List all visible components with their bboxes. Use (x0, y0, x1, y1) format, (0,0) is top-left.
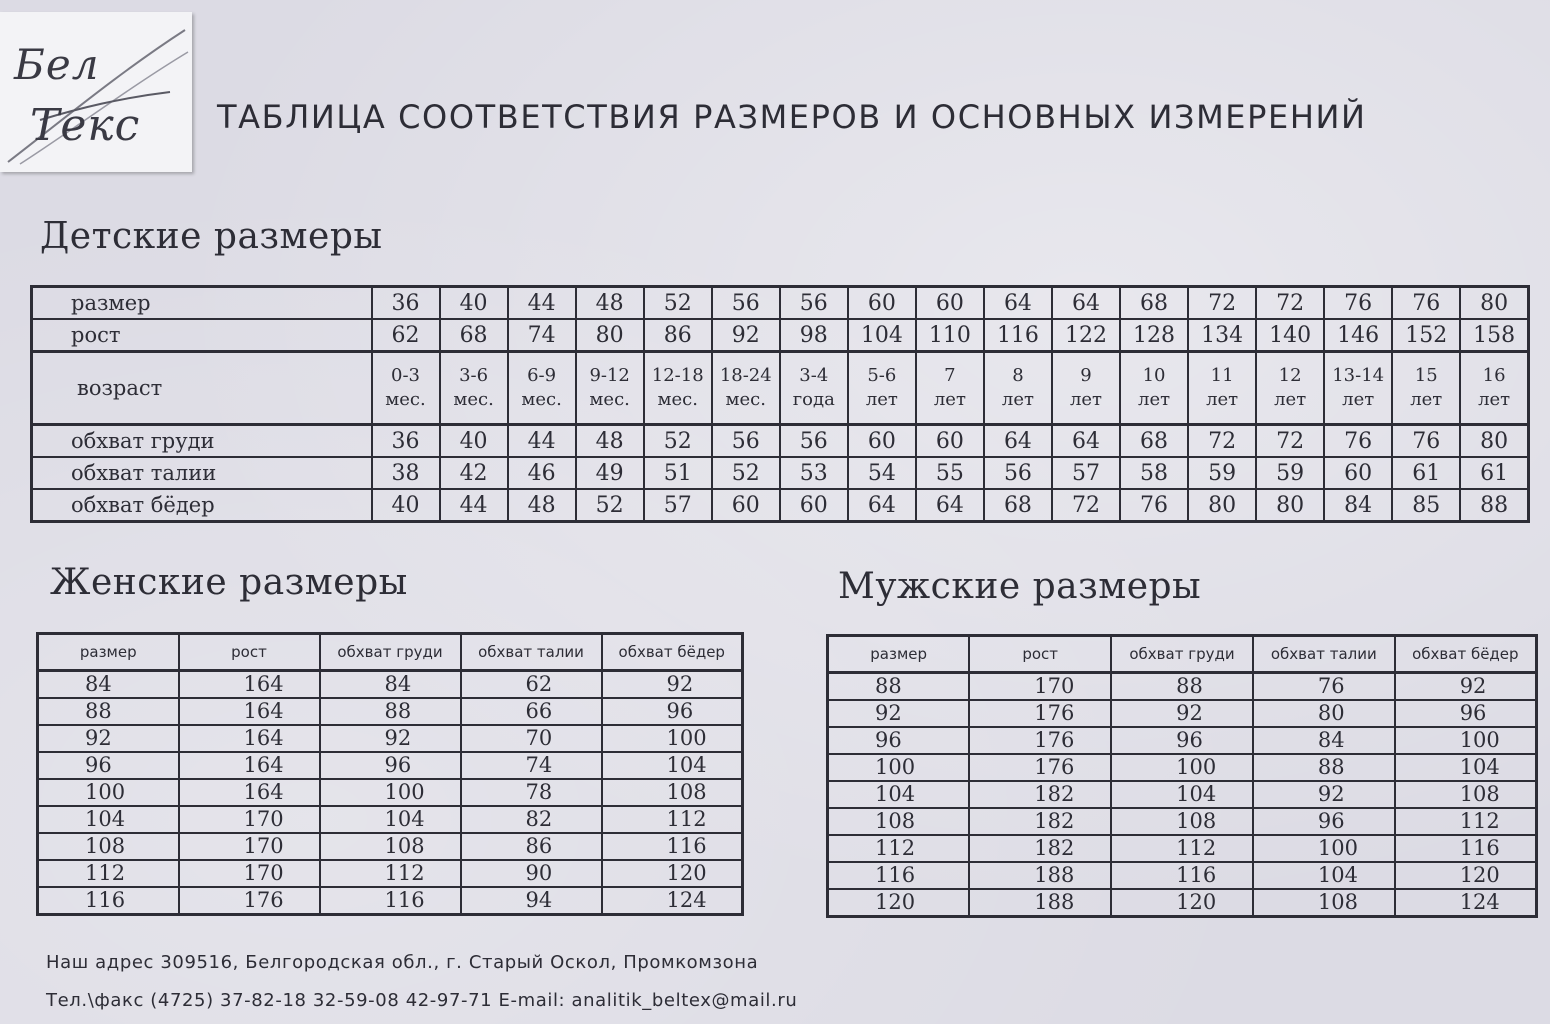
kids-row (32, 319, 1529, 352)
kids-cell-line: 7 (944, 365, 956, 386)
kids-cell: 40 (440, 425, 508, 458)
men-cell: 116 (828, 862, 970, 889)
kids-cell: 68 (1120, 425, 1188, 458)
men-cell: 176 (969, 727, 1111, 754)
women-cell: 84 (320, 671, 461, 699)
men-cell: 80 (1253, 700, 1395, 727)
kids-cell-line: лет (1206, 389, 1239, 410)
men-cell: 76 (1253, 673, 1395, 701)
kids-cell-line: 12 (1278, 365, 1302, 386)
women-cell: 116 (38, 887, 179, 915)
men-cell: 108 (1395, 781, 1537, 808)
kids-cell: 48 (576, 287, 644, 320)
men-cell: 112 (828, 835, 970, 862)
women-cell: 164 (179, 698, 320, 725)
kids-cell: 146 (1324, 319, 1392, 352)
men-cell: 96 (1111, 727, 1253, 754)
kids-cell: 80 (576, 319, 644, 352)
kids-cell: 60 (848, 425, 916, 458)
kids-cell-line: 18-24 (719, 365, 772, 386)
kids-section-title: Детские размеры (40, 216, 383, 257)
kids-cell: 52 (644, 287, 712, 320)
kids-cell (984, 352, 1052, 425)
kids-cell (1460, 352, 1528, 425)
kids-row-label: возраст (32, 352, 372, 425)
kids-cell: 76 (1324, 287, 1392, 320)
men-cell: 182 (969, 781, 1111, 808)
men-cell: 104 (828, 781, 970, 808)
kids-cell: 86 (644, 319, 712, 352)
men-cell: 108 (1111, 808, 1253, 835)
kids-cell-line: 12-18 (651, 365, 704, 386)
kids-cell-line: лет (933, 389, 966, 410)
women-cell: 104 (38, 806, 179, 833)
kids-cell (712, 352, 780, 425)
men-cell: 108 (828, 808, 970, 835)
kids-cell: 122 (1052, 319, 1120, 352)
kids-cell: 61 (1460, 457, 1528, 489)
kids-cell: 59 (1256, 457, 1324, 489)
men-cell: 92 (828, 700, 970, 727)
men-column-header: размер (828, 636, 970, 673)
women-cell: 112 (320, 860, 461, 887)
women-cell: 100 (602, 725, 743, 752)
kids-cell: 56 (712, 287, 780, 320)
men-table-row (828, 700, 1537, 727)
kids-cell: 44 (508, 287, 576, 320)
kids-cell (1052, 352, 1120, 425)
women-cell: 86 (461, 833, 602, 860)
women-cell: 104 (602, 752, 743, 779)
kids-cell: 60 (780, 489, 848, 522)
men-cell: 88 (1111, 673, 1253, 701)
kids-row-label: рост (32, 319, 372, 352)
kids-cell: 44 (440, 489, 508, 522)
kids-cell-line: 15 (1414, 365, 1438, 386)
kids-cell: 36 (372, 287, 440, 320)
women-cell: 116 (320, 887, 461, 915)
kids-row-label: обхват груди (32, 425, 372, 458)
kids-cell: 52 (712, 457, 780, 489)
women-cell: 120 (602, 860, 743, 887)
kids-cell-line: 6-9 (527, 365, 557, 386)
kids-cell: 84 (1324, 489, 1392, 522)
women-table-row (38, 725, 743, 752)
men-cell: 100 (828, 754, 970, 781)
men-cell: 96 (1395, 700, 1537, 727)
kids-cell-line: 16 (1482, 365, 1506, 386)
kids-cell (372, 352, 440, 425)
men-table-row (828, 781, 1537, 808)
kids-cell: 62 (372, 319, 440, 352)
kids-cell (1120, 352, 1188, 425)
kids-cell-line: лет (1342, 389, 1375, 410)
footer-contacts: Тел.\факс (4725) 37-82-18 32-59-08 42-97-71 E-mail: analitik_beltex@mail.ru (46, 990, 798, 1011)
kids-cell-line: 8 (1012, 365, 1024, 386)
kids-cell: 53 (780, 457, 848, 489)
kids-cell: 36 (372, 425, 440, 458)
men-cell: 96 (828, 727, 970, 754)
kids-cell: 58 (1120, 457, 1188, 489)
men-table-row (828, 808, 1537, 835)
kids-cell: 40 (440, 287, 508, 320)
kids-cell: 52 (644, 425, 712, 458)
kids-cell: 68 (440, 319, 508, 352)
kids-cell: 60 (848, 287, 916, 320)
kids-row (32, 457, 1529, 489)
women-cell: 100 (320, 779, 461, 806)
men-cell: 170 (969, 673, 1111, 701)
kids-cell: 80 (1460, 287, 1528, 320)
kids-cell: 72 (1256, 287, 1324, 320)
men-cell: 182 (969, 808, 1111, 835)
kids-cell: 56 (712, 425, 780, 458)
footer-address: Наш адрес 309516, Белгородская обл., г. Старый Оскол, Промкомзона (46, 952, 759, 973)
men-cell: 176 (969, 754, 1111, 781)
logo-word-bel: Бел (14, 40, 100, 89)
kids-cell: 56 (780, 287, 848, 320)
company-logo (0, 12, 192, 172)
men-table-row (828, 727, 1537, 754)
women-cell: 88 (320, 698, 461, 725)
men-cell: 100 (1111, 754, 1253, 781)
kids-cell: 54 (848, 457, 916, 489)
kids-cell: 64 (916, 489, 984, 522)
kids-cell: 44 (508, 425, 576, 458)
kids-cell: 64 (1052, 287, 1120, 320)
kids-cell: 64 (1052, 425, 1120, 458)
women-cell: 104 (320, 806, 461, 833)
kids-cell-line: 5-6 (867, 365, 897, 386)
men-cell: 120 (828, 889, 970, 917)
kids-cell: 128 (1120, 319, 1188, 352)
women-cell: 66 (461, 698, 602, 725)
women-section-title: Женские размеры (50, 562, 408, 603)
women-cell: 164 (179, 779, 320, 806)
kids-row (32, 352, 1529, 425)
men-cell: 120 (1111, 889, 1253, 917)
kids-row (32, 425, 1529, 458)
kids-cell: 72 (1188, 287, 1256, 320)
men-cell: 188 (969, 862, 1111, 889)
men-cell: 116 (1111, 862, 1253, 889)
kids-size-table (30, 285, 1530, 523)
men-table-row (828, 889, 1537, 917)
women-cell: 78 (461, 779, 602, 806)
women-cell: 108 (602, 779, 743, 806)
men-cell: 88 (828, 673, 970, 701)
kids-cell: 76 (1324, 425, 1392, 458)
kids-cell: 72 (1256, 425, 1324, 458)
women-cell: 92 (38, 725, 179, 752)
women-cell: 164 (179, 725, 320, 752)
kids-cell (1256, 352, 1324, 425)
men-cell: 104 (1111, 781, 1253, 808)
kids-cell-line: 3-6 (459, 365, 489, 386)
men-cell: 100 (1395, 727, 1537, 754)
kids-row-label: размер (32, 287, 372, 320)
women-cell: 124 (602, 887, 743, 915)
women-table-row (38, 698, 743, 725)
kids-cell: 52 (576, 489, 644, 522)
kids-cell: 80 (1188, 489, 1256, 522)
kids-row-label: обхват бёдер (32, 489, 372, 522)
women-cell: 170 (179, 833, 320, 860)
women-cell: 170 (179, 806, 320, 833)
kids-cell-line: 0-3 (391, 365, 421, 386)
kids-cell: 42 (440, 457, 508, 489)
women-cell: 176 (179, 887, 320, 915)
kids-cell-line: 11 (1210, 365, 1234, 386)
kids-cell-line: 3-4 (799, 365, 829, 386)
kids-cell: 48 (576, 425, 644, 458)
men-cell: 116 (1395, 835, 1537, 862)
men-cell: 104 (1253, 862, 1395, 889)
women-cell: 108 (320, 833, 461, 860)
kids-cell (576, 352, 644, 425)
kids-cell (644, 352, 712, 425)
women-cell: 96 (320, 752, 461, 779)
kids-cell: 57 (1052, 457, 1120, 489)
men-cell: 182 (969, 835, 1111, 862)
kids-cell (848, 352, 916, 425)
women-cell: 70 (461, 725, 602, 752)
women-cell: 88 (38, 698, 179, 725)
men-cell: 188 (969, 889, 1111, 917)
kids-cell-line: 9-12 (589, 365, 630, 386)
women-table-row (38, 860, 743, 887)
men-cell: 92 (1395, 673, 1537, 701)
kids-cell: 92 (712, 319, 780, 352)
women-size-table (36, 632, 744, 916)
kids-cell: 140 (1256, 319, 1324, 352)
kids-cell: 60 (712, 489, 780, 522)
kids-cell-line: мес. (589, 389, 630, 410)
women-column-header: обхват груди (320, 634, 461, 671)
women-table-row (38, 806, 743, 833)
women-column-header: размер (38, 634, 179, 671)
kids-cell: 51 (644, 457, 712, 489)
kids-row (32, 287, 1529, 320)
men-cell: 92 (1111, 700, 1253, 727)
kids-cell-line: лет (1478, 389, 1511, 410)
men-cell: 92 (1253, 781, 1395, 808)
kids-cell: 60 (916, 287, 984, 320)
kids-cell-line: 9 (1080, 365, 1092, 386)
women-table-row (38, 671, 743, 699)
women-table-row (38, 887, 743, 915)
men-cell: 108 (1253, 889, 1395, 917)
women-cell: 96 (602, 698, 743, 725)
kids-cell: 74 (508, 319, 576, 352)
kids-cell-line: мес. (725, 389, 766, 410)
kids-cell: 61 (1392, 457, 1460, 489)
women-cell: 84 (38, 671, 179, 699)
kids-cell-line: года (792, 389, 835, 410)
kids-row-label: обхват талии (32, 457, 372, 489)
women-cell: 82 (461, 806, 602, 833)
women-cell: 164 (179, 752, 320, 779)
kids-cell (916, 352, 984, 425)
kids-cell: 56 (984, 457, 1052, 489)
women-cell: 100 (38, 779, 179, 806)
kids-cell-line: лет (1138, 389, 1171, 410)
men-cell: 124 (1395, 889, 1537, 917)
kids-cell (508, 352, 576, 425)
kids-cell: 64 (848, 489, 916, 522)
men-cell: 100 (1253, 835, 1395, 862)
kids-cell: 88 (1460, 489, 1528, 522)
kids-cell-line: лет (1410, 389, 1443, 410)
men-cell: 88 (1253, 754, 1395, 781)
kids-cell: 48 (508, 489, 576, 522)
men-cell: 104 (1395, 754, 1537, 781)
kids-cell-line: 13-14 (1332, 365, 1385, 386)
men-cell: 176 (969, 700, 1111, 727)
kids-cell: 76 (1120, 489, 1188, 522)
kids-cell: 80 (1256, 489, 1324, 522)
kids-cell: 40 (372, 489, 440, 522)
men-size-table (826, 634, 1538, 918)
kids-cell-line: лет (1274, 389, 1307, 410)
women-column-header: обхват талии (461, 634, 602, 671)
kids-cell: 57 (644, 489, 712, 522)
kids-cell: 46 (508, 457, 576, 489)
kids-cell: 98 (780, 319, 848, 352)
kids-cell: 68 (1120, 287, 1188, 320)
women-cell: 94 (461, 887, 602, 915)
page-title: ТАБЛИЦА СООТВЕТСТВИЯ РАЗМЕРОВ И ОСНОВНЫХ ИЗМЕРЕНИЙ (217, 98, 1367, 136)
kids-cell: 110 (916, 319, 984, 352)
men-cell: 112 (1111, 835, 1253, 862)
kids-cell: 60 (916, 425, 984, 458)
women-table-row (38, 752, 743, 779)
men-cell: 112 (1395, 808, 1537, 835)
logo-word-teks: Текс (30, 100, 141, 151)
women-table-row (38, 779, 743, 806)
women-column-header: рост (179, 634, 320, 671)
kids-cell-line: мес. (453, 389, 494, 410)
kids-cell-line: лет (1069, 389, 1103, 410)
kids-cell: 64 (984, 425, 1052, 458)
kids-cell: 55 (916, 457, 984, 489)
kids-cell-line: лет (1001, 389, 1034, 410)
kids-cell-line: мес. (521, 389, 562, 410)
men-cell: 120 (1395, 862, 1537, 889)
kids-cell: 64 (984, 287, 1052, 320)
women-cell: 62 (461, 671, 602, 699)
men-section-title: Мужские размеры (838, 566, 1202, 607)
women-cell: 90 (461, 860, 602, 887)
kids-cell: 152 (1392, 319, 1460, 352)
men-table-row (828, 754, 1537, 781)
women-cell: 116 (602, 833, 743, 860)
kids-cell: 158 (1460, 319, 1528, 352)
kids-cell-line: лет (865, 389, 898, 410)
women-cell: 112 (38, 860, 179, 887)
women-cell: 96 (38, 752, 179, 779)
kids-cell: 38 (372, 457, 440, 489)
women-cell: 74 (461, 752, 602, 779)
kids-cell (1392, 352, 1460, 425)
men-cell: 96 (1253, 808, 1395, 835)
kids-cell: 76 (1392, 425, 1460, 458)
kids-cell: 76 (1392, 287, 1460, 320)
women-cell: 92 (320, 725, 461, 752)
kids-cell: 104 (848, 319, 916, 352)
kids-cell: 80 (1460, 425, 1528, 458)
men-column-header: обхват бёдер (1395, 636, 1537, 673)
kids-cell: 49 (576, 457, 644, 489)
kids-cell (1188, 352, 1256, 425)
kids-cell-line: мес. (657, 389, 698, 410)
men-table-row (828, 673, 1537, 701)
kids-cell: 56 (780, 425, 848, 458)
kids-cell: 72 (1188, 425, 1256, 458)
women-cell: 108 (38, 833, 179, 860)
kids-cell (440, 352, 508, 425)
men-table-row (828, 835, 1537, 862)
kids-cell-line: 10 (1142, 365, 1166, 386)
men-table-row (828, 862, 1537, 889)
men-column-header: обхват груди (1111, 636, 1253, 673)
women-column-header: обхват бёдер (602, 634, 743, 671)
kids-cell-line: мес. (385, 389, 426, 410)
kids-cell: 59 (1188, 457, 1256, 489)
kids-cell: 134 (1188, 319, 1256, 352)
women-cell: 112 (602, 806, 743, 833)
kids-row (32, 489, 1529, 522)
kids-cell: 72 (1052, 489, 1120, 522)
kids-cell: 60 (1324, 457, 1392, 489)
men-column-header: рост (969, 636, 1111, 673)
kids-cell: 68 (984, 489, 1052, 522)
kids-cell: 85 (1392, 489, 1460, 522)
kids-cell (1324, 352, 1392, 425)
men-column-header: обхват талии (1253, 636, 1395, 673)
women-cell: 92 (602, 671, 743, 699)
women-table-row (38, 833, 743, 860)
women-cell: 170 (179, 860, 320, 887)
kids-cell (780, 352, 848, 425)
men-cell: 84 (1253, 727, 1395, 754)
women-cell: 164 (179, 671, 320, 699)
kids-cell: 116 (984, 319, 1052, 352)
